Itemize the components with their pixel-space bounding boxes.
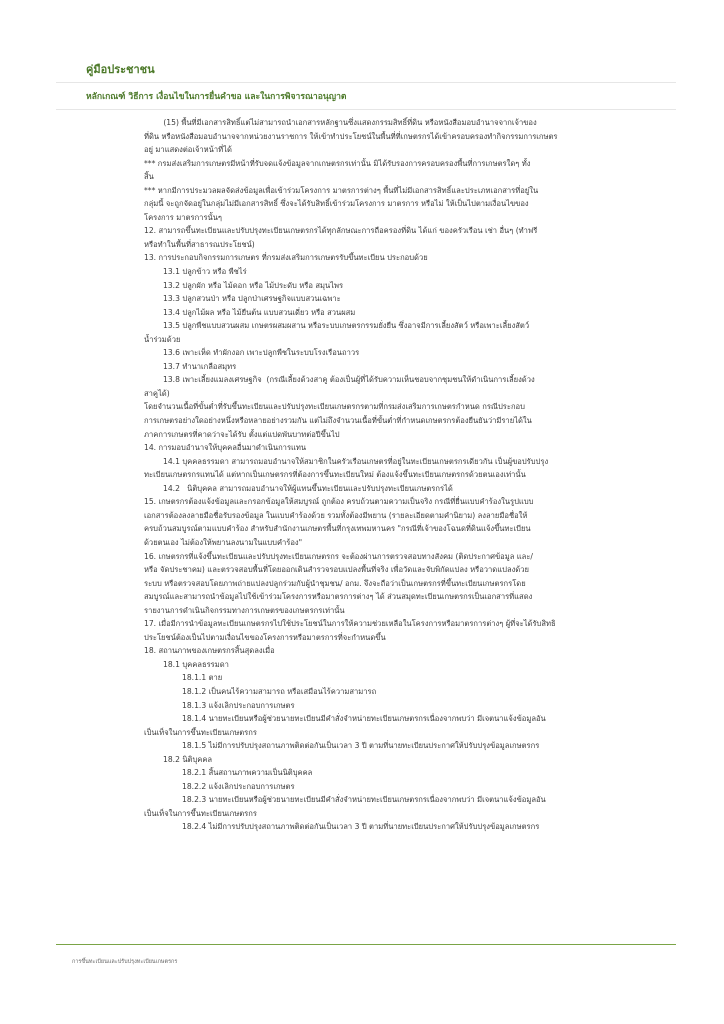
text-line: 13.2 ปลูกผัก หรือ ไม้ดอก หรือ ไม้ประดับ หรือ สมุนไพร <box>163 280 344 290</box>
text-line: 14. การมอบอำนาจให้บุคคลอื่นมาดำเนินการแทน <box>144 443 307 453</box>
text-line: 18.1.3 แจ้งเลิกประกอบการเกษตร <box>182 700 295 710</box>
text-line: สิ้น <box>144 172 154 182</box>
text-line: 18. สถานภาพของเกษตรกรสิ้นสุดลงเมื่อ <box>144 646 275 656</box>
text-line: หรือทำในพื้นที่สาธารณประโยชน์) <box>144 239 255 249</box>
text-line: 13.1 ปลูกข้าว หรือ พืชไร่ <box>163 267 247 277</box>
text-line: 18.1.2 เป็นคนไร้ความสามารถ หรือเสมือนไร้ความสามารถ <box>182 686 377 696</box>
text-line: ระบบ หรือตรวจสอบโดยภาพถ่ายแปลงปลูกร่วมกับผู้นำชุมชน/ อกม. จึงจะถือว่าเป็นเกษตรกรที่ขึ้นทะเบียนเกษตรกรโดย <box>144 578 526 588</box>
text-line: 18.1 บุคคลธรรมดา <box>163 659 229 669</box>
text-line: รายงานการดำเนินกิจกรรมทางการเกษตรของเกษตรกรเท่านั้น <box>144 605 345 615</box>
text-line: 13.7 ทำนาเกลือสมุทร <box>163 361 237 371</box>
text-line: *** กรมส่งเสริมการเกษตรมีหน้าที่รับจดแจ้งข้อมูลจากเกษตรกรเท่านั้น มิได้รับรองการครอบครองพื้นที่การเกษตรใดๆ ทั้ง <box>144 158 531 168</box>
text-line: *** หากมีการประมวลผลจัดส่งข้อมูลเพื่อเข้าร่วมโครงการ มาตรการต่างๆ พื้นที่ไม่มีเอกสารสิทธิ์และประเภทเอกสารที่อยู่ใน <box>144 185 539 195</box>
text-line: 15. เกษตรกรต้องแจ้งข้อมูลและกรอกข้อมูลให้สมบูรณ์ ถูกต้อง ครบถ้วนตามความเป็นจริง กรณีที่ยื่นแบบคำร้องในรูปแบบ <box>144 497 534 507</box>
text-line: อยู่ มาแสดงต่อเจ้าหน้าที่ได้ <box>144 145 232 155</box>
text-line: 18.1.1 ตาย <box>182 673 223 683</box>
text-line: สาคูได้) <box>144 388 170 398</box>
section-title: หลักเกณฑ์ วิธีการ เงื่อนไขในการยื่นคำขอ และในการพิจารณาอนุญาต <box>86 92 347 102</box>
text-line: 18.1.4 นายทะเบียนหรือผู้ช่วยนายทะเบียนมีคำสั่งจำหน่ายทะเบียนเกษตรกรเนื่องจากพบว่า มีเจตนาแจ้งข้อมูลอัน <box>182 714 546 724</box>
text-line: 18.1.5 ไม่มีการปรับปรุงสถานภาพติดต่อกันเป็นเวลา 3 ปี ตามที่นายทะเบียนประกาศให้ปรับปรุงข้อมูลเกษตรกร <box>182 741 540 751</box>
text-line: 18.2.3 นายทะเบียนหรือผู้ช่วยนายทะเบียนมีคำสั่งจำหน่ายทะเบียนเกษตรกรเนื่องจากพบว่า มีเจตนาแจ้งข้อมูลอัน <box>182 795 546 805</box>
text-line: 13.5 ปลูกพืชแบบสวนผสม เกษตรผสมผสาน หรือระบบเกษตรกรรมยั่งยืน ซึ่งอาจมีการเลี้ยงสัตว์ หรือเพาะเลี้ยงสัตว์ <box>163 321 530 331</box>
text-line: ทะเบียนเกษตรกรแทนได้ แต่หากเป็นเกษตรกรที่ต้องการขึ้นทะเบียนใหม่ ต้องแจ้งขึ้นทะเบียนเกษตรกรด้วยตนเองเท่านั้น <box>144 470 526 480</box>
text-line: 13.3 ปลูกสวนป่า หรือ ปลูกป่าเศรษฐกิจแบบสวนเฉพาะ <box>163 294 341 304</box>
text-line: ภาคการเกษตรที่คาดว่าจะได้รับ ตั้งแต่แปดพันบาทต่อปีขึ้นไป <box>144 429 340 439</box>
text-line: ครบถ้วนสมบูรณ์ตามแบบคำร้อง สำหรับสำนักงานเกษตรพื้นที่กรุงเทพมหานคร "กรณีที่เจ้าของโฉนดที่ดินแจ้งขึ้นทะเบียน <box>144 524 531 534</box>
text-line: 14.1 บุคคลธรรมดา สามารถมอบอำนาจให้สมาชิกในครัวเรือนเกษตรที่อยู่ในทะเบียนเกษตรกรเดียวกัน เป็นผู้ขอปรับปรุง <box>163 456 549 466</box>
text-line: 18.2 นิติบุคคล <box>163 754 213 764</box>
page-header-title: คู่มือประชาชน <box>86 63 155 76</box>
text-line: การเกษตรอย่างใดอย่างหนึ่งหรือหลายอย่างรวมกัน แต่ไม่ถึงจำนวนเนื้อที่ขั้นต่ำที่กำหนดเกษตรกรต้องยืนยันว่ามีรายได้ใน <box>144 416 532 426</box>
header-divider-bottom <box>56 109 676 110</box>
footer-text: การขึ้นทะเบียนและปรับปรุงทะเบียนเกษตรกร <box>72 959 178 965</box>
text-line: เอกสารต้องลงลายมือชื่อรับรองข้อมูล ในแบบคำร้องด้วย รวมทั้งต้องมีพยาน (รายละเอียดตามคำนิยาม) ลงลายมือชื่อให้ <box>144 510 528 520</box>
text-line: โครงการ มาตรการนั้นๆ <box>144 212 222 222</box>
text-line: 13.6 เพาะเห็ด ทำผักงอก เพาะปลูกพืชในระบบโรงเรือนถาวร <box>163 348 360 358</box>
footer-divider <box>56 944 676 945</box>
text-line: 12. สามารถขึ้นทะเบียนและปรับปรุงทะเบียนเกษตรกรได้ทุกลักษณะการถือครองที่ดิน ได้แก่ ของครัวเรือน เช่า อื่นๆ (ทำฟรี <box>144 226 538 236</box>
text-line: เป็นเท็จในการขึ้นทะเบียนเกษตรกร <box>144 808 257 818</box>
header-divider-top <box>56 82 676 83</box>
text-line: 13.8 เพาะเลี้ยงแมลงเศรษฐกิจ (กรณีเลี้ยงด้วงสาคู ต้องเป็นผู้ที่ได้รับความเห็นชอบจากชุมชนให้ดำเนินการเลี้ยงด้วง <box>163 375 535 385</box>
text-line: 18.2.4 ไม่มีการปรับปรุงสถานภาพติดต่อกันเป็นเวลา 3 ปี ตามที่นายทะเบียนประกาศให้ปรับปรุงข้อมูลเกษตรกร <box>182 822 540 832</box>
text-line: น้ำร่วมด้วย <box>144 334 181 344</box>
text-line: 13. การประกอบกิจกรรมการเกษตร ที่กรมส่งเสริมการเกษตรรับขึ้นทะเบียน ประกอบด้วย <box>144 253 428 263</box>
text-line: 18.2.2 แจ้งเลิกประกอบการเกษตร <box>182 781 295 791</box>
text-line: ที่ดิน หรือหนังสือมอบอำนาจจากหน่วยงานราชการ ให้เข้าทำประโยชน์ในพื้นที่ที่เกษตรกรได้เข้าครอบครองทำกิจกรรมการเกษตร <box>144 131 558 141</box>
text-line: เป็นเท็จในการขึ้นทะเบียนเกษตรกร <box>144 727 257 737</box>
text-line: หรือ จัดประชาคม) และตรวจสอบพื้นที่โดยออกเดินสำรวจรอบแปลงพื้นที่จริง เพื่อวัดและจับพิกัดแปลง หรือวาดแปลงด้วย <box>144 565 529 575</box>
text-line: 16. เกษตรกรที่แจ้งขึ้นทะเบียนและปรับปรุงทะเบียนเกษตรกร จะต้องผ่านการตรวจสอบทางสังคม (ติดประกาศข้อมูล และ/ <box>144 551 533 561</box>
text-line: 18.2.1 สิ้นสถานภาพความเป็นนิติบุคคล <box>182 768 313 778</box>
text-line: (15) พื้นที่มีเอกสารสิทธิ์แต่ไม่สามารถนำเอกสารหลักฐานซึ่งแสดงกรรมสิทธิ์ที่ดิน หรือหนังสือมอบอำนาจจากเจ้าของ <box>144 118 537 127</box>
text-line: สมบูรณ์และสามารถนำข้อมูลไปใช้เข้าร่วมโครงการหรือมาตรการต่างๆ ได้ ส่วนสมุดทะเบียนเกษตรกรเป็นเอกสารที่แสดง <box>144 592 533 602</box>
text-line: โดยจำนวนเนื้อที่ขั้นต่ำที่รับขึ้นทะเบียนและปรับปรุงทะเบียนเกษตรกรตามที่กรมส่งเสริมการเกษตรกำหนด กรณีประกอบ <box>144 402 525 412</box>
text-line: 13.4 ปลูกไม้ผล หรือ ไม้ยืนต้น แบบสวนเดี่ยว หรือ สวนผสม <box>163 307 356 317</box>
document-body <box>144 116 676 834</box>
text-line: 14.2 นิติบุคคล สามารถมอบอำนาจให้ผู้แทนขึ้นทะเบียนและปรับปรุงทะเบียนเกษตรกรได้ <box>163 483 453 493</box>
text-line: 17. เมื่อมีการนำข้อมูลทะเบียนเกษตรกรไปใช้ประโยชน์ในการให้ความช่วยเหลือในโครงการหรือมาตรการต่างๆ ผู้ที่จะได้รับสิทธิ <box>144 619 556 629</box>
text-line: กลุ่มนี้ จะถูกจัดอยู่ในกลุ่มไม่มีเอกสารสิทธิ์ ซึ่งจะได้รับสิทธิ์เข้าร่วมโครงการ มาตรการ หรือไม่ ให้เป็นไปตามเงื่อนไขของ <box>144 199 529 209</box>
text-line: ด้วยตนเอง ไม่ต้องให้พยานลงนามในแบบคำร้อง" <box>144 537 303 547</box>
text-line: ประโยชน์ต้องเป็นไปตามเงื่อนไขของโครงการหรือมาตรการที่จะกำหนดขึ้น <box>144 632 386 642</box>
